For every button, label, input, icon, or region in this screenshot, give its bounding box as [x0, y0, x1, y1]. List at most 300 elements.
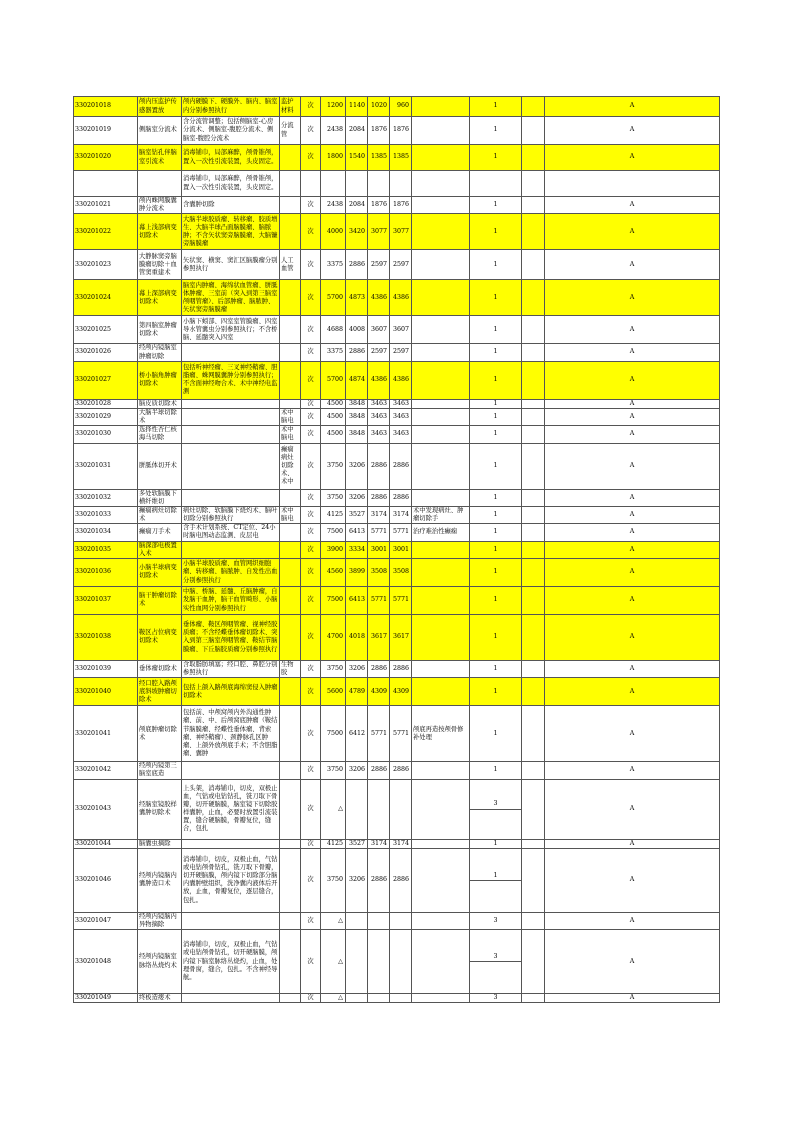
price-cell-2: 3848 [346, 408, 368, 425]
price-cell-1: 4560 [321, 558, 346, 586]
category-cell [470, 541, 522, 558]
blank-cell [522, 558, 545, 586]
category-value: 1 [493, 376, 498, 384]
category-value: 1 [493, 665, 498, 672]
category-cell [470, 994, 522, 1003]
code-cell: 330201039 [74, 660, 138, 677]
table-row [74, 524, 720, 541]
code-cell: 330201024 [74, 280, 138, 316]
note-cell [412, 171, 470, 197]
exclusion-cell [280, 489, 301, 506]
price-cell-3 [368, 994, 390, 1003]
item-name-cell: 脑室钻孔伴脑室引流术 [138, 145, 182, 171]
blank-cell [522, 994, 545, 1003]
blank-cell [522, 280, 545, 316]
code-cell: 330201020 [74, 145, 138, 171]
content-cell [182, 443, 280, 489]
price-cell-4: 3174 [390, 506, 412, 523]
code-cell: 330201033 [74, 506, 138, 523]
class-cell: A [545, 524, 720, 541]
item-name-cell: 颅内蛛网膜囊肿分流术 [138, 197, 182, 214]
price-cell-2: 6413 [346, 524, 368, 541]
table-row [74, 614, 720, 660]
price-cell-3: 4386 [368, 280, 390, 316]
category-cell [470, 426, 522, 443]
category-cell [470, 558, 522, 586]
table-row [74, 912, 720, 929]
category-value: 1 [493, 201, 498, 209]
price-cell-4: 3077 [390, 214, 412, 250]
class-cell: A [545, 762, 720, 779]
blank-cell [522, 678, 545, 706]
price-cell-3: 3174 [368, 506, 390, 523]
content-cell: 消毒铺巾，切皮，双极止血，气钻或电钻颅骨钻孔，铣刀取下骨瓣，切开硬脑膜，颅内镜下切除部分脑内囊肿壁组织，洗净囊内液体后开放，止血，骨瓣复位，逐层缝合，包扎。 [182, 848, 280, 912]
item-name-cell: 鞍区占位病变切除术 [138, 614, 182, 660]
price-cell-2: 1140 [346, 97, 368, 117]
fee-schedule-table [73, 96, 720, 1003]
category-cell [470, 930, 522, 994]
code-cell: 330201027 [74, 361, 138, 399]
category-sub-cell [470, 880, 521, 889]
item-name-cell: 大脑半球切除术 [138, 408, 182, 425]
note-cell [412, 426, 470, 443]
table-row [74, 443, 720, 489]
price-cell-3: 2886 [368, 660, 390, 677]
category-value: 1 [493, 412, 498, 420]
note-cell [412, 399, 470, 408]
code-cell: 330201018 [74, 97, 138, 117]
blank-cell [522, 848, 545, 912]
category-cell [470, 97, 522, 117]
exclusion-cell [280, 171, 301, 197]
category-cell [470, 762, 522, 779]
price-cell-1: 7500 [321, 524, 346, 541]
price-cell-2: 2886 [346, 344, 368, 361]
content-cell [182, 994, 280, 1003]
note-cell [412, 586, 470, 614]
content-cell: 消毒铺巾，切皮，双极止血，气钻或电钻颅骨钻孔，切开硬脑膜，颅内镜下脑室脉络丛烧灼，止血，处理骨窗，缝合，包扎。不含神经导航。 [182, 930, 280, 994]
table-row [74, 145, 720, 171]
unit-cell: 次 [301, 541, 321, 558]
price-cell-3: 1876 [368, 117, 390, 145]
table-row [74, 848, 720, 912]
exclusion-cell: 术中脑电 [280, 408, 301, 425]
exclusion-cell [280, 912, 301, 929]
code-cell: 330201046 [74, 848, 138, 912]
note-cell [412, 443, 470, 489]
table-row [74, 361, 720, 399]
category-cell [470, 524, 522, 541]
code-cell [74, 171, 138, 197]
class-cell: A [545, 558, 720, 586]
content-cell [182, 839, 280, 848]
unit-cell: 次 [301, 848, 321, 912]
price-cell-4: 4386 [390, 361, 412, 399]
price-cell-2 [346, 994, 368, 1003]
code-cell: 330201034 [74, 524, 138, 541]
item-name-cell: 大静脉窦旁脑膜瘤切除＋血管窦重建术 [138, 250, 182, 280]
table-row [74, 506, 720, 523]
content-cell: 包括上颌入路颅底海绵窦侵入肿瘤切除术 [182, 678, 280, 706]
content-cell: 包括前、中颅窝颅内外沟通性肿瘤、前、中、后颅窝底肿瘤（鞍结节脑膜瘤、经蝶性垂体瘤、背索瘤、神经鞘瘤）、颈静脉孔区肿瘤、上颌外放颅底手术；不含胆脂瘤、囊肿 [182, 706, 280, 762]
exclusion-cell [280, 994, 301, 1003]
exclusion-cell [280, 361, 301, 399]
item-name-cell: 胼胝体切开术 [138, 443, 182, 489]
category-sub-cell: 3 [493, 800, 498, 808]
price-cell-3: 5771 [368, 524, 390, 541]
table-row [74, 426, 720, 443]
exclusion-cell [280, 706, 301, 762]
exclusion-cell: 生物胶 [280, 660, 301, 677]
price-cell-1: 4500 [321, 399, 346, 408]
exclusion-cell [280, 280, 301, 316]
price-cell-2: 2084 [346, 197, 368, 214]
unit-cell: 次 [301, 443, 321, 489]
category-value: 1 [493, 348, 498, 356]
price-cell-1: 2438 [321, 197, 346, 214]
category-cell [470, 399, 522, 408]
price-cell-1: 4500 [321, 408, 346, 425]
price-cell-3: 3077 [368, 214, 390, 250]
content-cell: 颅内硬膜下、硬膜外、脑内、脑室内分别参照执行 [182, 97, 280, 117]
price-cell-4: 3463 [390, 399, 412, 408]
blank-cell [522, 660, 545, 677]
class-cell: A [545, 678, 720, 706]
note-cell [412, 316, 470, 344]
price-cell-1: 3750 [321, 660, 346, 677]
price-cell-3: 2597 [368, 250, 390, 280]
blank-cell [522, 361, 545, 399]
blank-cell [522, 117, 545, 145]
blank-cell [522, 197, 545, 214]
note-cell [412, 660, 470, 677]
note-cell [412, 117, 470, 145]
blank-cell [522, 779, 545, 839]
code-cell: 330201042 [74, 762, 138, 779]
item-name-cell: 幕上深部病变切除术 [138, 280, 182, 316]
class-cell: A [545, 443, 720, 489]
price-cell-3: 2886 [368, 848, 390, 912]
unit-cell: 次 [301, 779, 321, 839]
blank-cell [522, 250, 545, 280]
exclusion-cell: 术中脑电 [280, 506, 301, 523]
category-value: 1 [493, 126, 498, 134]
unit-cell: 次 [301, 762, 321, 779]
exclusion-cell [280, 145, 301, 171]
unit-cell: 次 [301, 506, 321, 523]
price-cell-3: 2597 [368, 344, 390, 361]
unit-cell: 次 [301, 706, 321, 762]
content-cell [182, 489, 280, 506]
price-cell-2: 6412 [346, 706, 368, 762]
exclusion-cell: 人工血管 [280, 250, 301, 280]
price-cell-1: 3375 [321, 344, 346, 361]
price-cell-1: 4700 [321, 614, 346, 660]
class-cell: A [545, 930, 720, 994]
table-row [74, 558, 720, 586]
table-row [74, 541, 720, 558]
table-row [74, 117, 720, 145]
category-value: 1 [493, 399, 498, 407]
note-cell [412, 408, 470, 425]
exclusion-cell: 分流管 [280, 117, 301, 145]
exclusion-cell [280, 839, 301, 848]
category-sub-cell: 3 [493, 952, 498, 960]
exclusion-cell [280, 678, 301, 706]
unit-cell: 次 [301, 524, 321, 541]
category-value: 1 [493, 687, 498, 695]
content-cell: 病灶切除、软脑膜下烧灼术、脑叶切除分别参照执行 [182, 506, 280, 523]
price-cell-2: 4008 [346, 316, 368, 344]
note-cell [412, 197, 470, 214]
price-cell-2: 3420 [346, 214, 368, 250]
price-cell-1: 4125 [321, 506, 346, 523]
category-cell [470, 408, 522, 425]
content-cell: 含分流管调整；包括侧脑室-心房分流术、侧脑室-腹腔分流术、侧脑室-腹腔分流术 [182, 117, 280, 145]
note-cell [412, 361, 470, 399]
code-cell: 330201037 [74, 586, 138, 614]
category-cell [470, 848, 522, 912]
category-value: 3 [493, 994, 498, 1002]
class-cell: A [545, 586, 720, 614]
class-cell: A [545, 489, 720, 506]
price-cell-3: 1020 [368, 97, 390, 117]
price-cell-1: △ [321, 779, 346, 839]
blank-cell [522, 762, 545, 779]
unit-cell: 次 [301, 586, 321, 614]
note-cell [412, 250, 470, 280]
unit-cell: 次 [301, 214, 321, 250]
exclusion-cell [280, 197, 301, 214]
content-cell: 含手术计划系统、CT定位、24小时脑电图动态监测、皮层电 [182, 524, 280, 541]
category-cell [470, 171, 522, 197]
code-cell: 330201029 [74, 408, 138, 425]
item-name-cell: 幕上浅部病变切除术 [138, 214, 182, 250]
exclusion-cell [280, 614, 301, 660]
price-cell-2: 6413 [346, 586, 368, 614]
class-cell: A [545, 912, 720, 929]
category-cell [470, 250, 522, 280]
note-cell [412, 541, 470, 558]
table-row [74, 250, 720, 280]
blank-cell [522, 839, 545, 848]
exclusion-cell [280, 541, 301, 558]
category-value: 1 [493, 839, 498, 847]
table-row [74, 489, 720, 506]
item-name-cell: 桥小脑角肿瘤切除术 [138, 361, 182, 399]
price-cell-4 [390, 171, 412, 197]
price-cell-2: 1540 [346, 145, 368, 171]
price-cell-3: 3463 [368, 408, 390, 425]
price-cell-2: 2886 [346, 250, 368, 280]
code-cell: 330201019 [74, 117, 138, 145]
item-name-cell: 癫痫刀手术 [138, 524, 182, 541]
exclusion-cell [280, 930, 301, 994]
unit-cell: 次 [301, 197, 321, 214]
price-cell-1: 5700 [321, 361, 346, 399]
exclusion-cell [280, 762, 301, 779]
note-cell [412, 994, 470, 1003]
content-cell: 矢状窦、横窦、窦汇区脑膜瘤分别参照执行 [182, 250, 280, 280]
price-cell-3 [368, 779, 390, 839]
category-value: 1 [493, 545, 498, 553]
category-value: 1 [493, 227, 498, 235]
unit-cell: 次 [301, 280, 321, 316]
table-row [74, 316, 720, 344]
price-cell-3: 2886 [368, 489, 390, 506]
category-cell [470, 344, 522, 361]
table-row [74, 214, 720, 250]
unit-cell: 次 [301, 558, 321, 586]
price-cell-3 [368, 912, 390, 929]
category-cell [470, 660, 522, 677]
class-cell: A [545, 214, 720, 250]
blank-cell [522, 399, 545, 408]
class-cell [545, 171, 720, 197]
price-cell-4: 3463 [390, 408, 412, 425]
price-cell-1: 4500 [321, 426, 346, 443]
note-cell: 术中发现病灶、肿瘤切除手 [412, 506, 470, 523]
price-cell-3: 3607 [368, 316, 390, 344]
code-cell: 330201041 [74, 706, 138, 762]
unit-cell: 次 [301, 97, 321, 117]
price-cell-2: 3206 [346, 848, 368, 912]
category-value: 1 [493, 325, 498, 333]
price-cell-2 [346, 912, 368, 929]
category-cell [470, 678, 522, 706]
price-cell-2: 4873 [346, 280, 368, 316]
class-cell: A [545, 250, 720, 280]
blank-cell [522, 171, 545, 197]
item-name-cell: 脑囊虫摘除 [138, 839, 182, 848]
unit-cell: 次 [301, 489, 321, 506]
price-cell-1 [321, 171, 346, 197]
price-cell-2: 3899 [346, 558, 368, 586]
category-cell [470, 214, 522, 250]
content-cell: 包括听神经瘤、三叉神经鞘瘤、胆脂瘤、蛛网膜囊肿分别参照执行；不含面神经吻合术、术中神经电监测 [182, 361, 280, 399]
exclusion-cell [280, 399, 301, 408]
category-value: 1 [493, 766, 498, 774]
blank-cell [522, 316, 545, 344]
code-cell: 330201047 [74, 912, 138, 929]
code-cell: 330201030 [74, 426, 138, 443]
note-cell [412, 848, 470, 912]
category-cell [470, 614, 522, 660]
unit-cell: 次 [301, 994, 321, 1003]
class-cell: A [545, 197, 720, 214]
unit-cell: 次 [301, 344, 321, 361]
price-cell-4: 3607 [390, 316, 412, 344]
content-cell: 中脑、桥脑、延髓、丘脑肿瘤，自发脑干血肿，脑干血管畸形、小脑实性血网分别参照执行 [182, 586, 280, 614]
category-cell [470, 197, 522, 214]
exclusion-cell: 术中脑电 [280, 426, 301, 443]
code-cell: 330201021 [74, 197, 138, 214]
category-value: 1 [493, 260, 498, 268]
code-cell: 330201026 [74, 344, 138, 361]
item-name-cell: 经颅内镜脑室脉络丛烧灼术 [138, 930, 182, 994]
class-cell: A [545, 344, 720, 361]
price-cell-4: 2886 [390, 660, 412, 677]
note-cell: 颅底再造按颅骨修补处理 [412, 706, 470, 762]
table-row [74, 839, 720, 848]
price-cell-1: 3750 [321, 848, 346, 912]
price-cell-4: 3508 [390, 558, 412, 586]
code-cell: 330201040 [74, 678, 138, 706]
category-value: 1 [493, 528, 498, 536]
item-name-cell: 脑皮质切除术 [138, 399, 182, 408]
price-cell-4 [390, 930, 412, 994]
item-name-cell: 颅底肿瘤切除术 [138, 706, 182, 762]
blank-cell [522, 930, 545, 994]
code-cell: 330201035 [74, 541, 138, 558]
price-cell-3: 2886 [368, 762, 390, 779]
item-name-cell: 经颅内镜脑室肿瘤切除 [138, 344, 182, 361]
unit-cell [301, 171, 321, 197]
price-cell-4: 2597 [390, 344, 412, 361]
note-cell [412, 614, 470, 660]
price-cell-4: 3001 [390, 541, 412, 558]
note-cell [412, 839, 470, 848]
table-row [74, 660, 720, 677]
item-name-cell: 颅内压监护传感器置放 [138, 97, 182, 117]
price-cell-4: 3617 [390, 614, 412, 660]
exclusion-cell [280, 848, 301, 912]
blank-cell [522, 489, 545, 506]
table-row [74, 678, 720, 706]
content-cell: 消毒铺巾，局部麻醉，颅骨锥颅，置入一次性引流装置，头皮固定。 [182, 145, 280, 171]
price-cell-4: 2886 [390, 489, 412, 506]
price-cell-4: 2886 [390, 443, 412, 489]
content-cell: 消毒铺巾，局部麻醉，颅骨锥颅，置入一次性引流装置，头皮固定。 [182, 171, 280, 197]
note-cell [412, 344, 470, 361]
blank-cell [522, 614, 545, 660]
price-cell-2: 4874 [346, 361, 368, 399]
category-cell [470, 443, 522, 489]
price-cell-4: 2886 [390, 762, 412, 779]
class-cell: A [545, 706, 720, 762]
price-cell-1: 5600 [321, 678, 346, 706]
price-cell-1: 4688 [321, 316, 346, 344]
price-cell-1: 4125 [321, 839, 346, 848]
unit-cell: 次 [301, 614, 321, 660]
table-row [74, 171, 720, 197]
content-cell [182, 426, 280, 443]
item-name-cell: 第四脑室肿瘤切除术 [138, 316, 182, 344]
content-cell: 垂体瘤、鞍区颅咽管瘤、视神经胶质瘤；不含经蝶垂体瘤切除术、突入到第三脑室颅咽管瘤、鞍结节脑膜瘤、下丘脑胶质瘤分别参照执行 [182, 614, 280, 660]
price-cell-3: 3463 [368, 426, 390, 443]
category-sub-cell [470, 809, 521, 818]
category-sub-cell [470, 961, 521, 970]
note-cell [412, 912, 470, 929]
code-cell: 330201048 [74, 930, 138, 994]
price-cell-1: 4000 [321, 214, 346, 250]
content-cell [182, 344, 280, 361]
note-cell [412, 762, 470, 779]
item-name-cell: 选择性杏仁核海马切除 [138, 426, 182, 443]
class-cell: A [545, 408, 720, 425]
price-cell-1: 3750 [321, 489, 346, 506]
code-cell: 330201022 [74, 214, 138, 250]
price-cell-3: 5771 [368, 706, 390, 762]
price-cell-4: 4386 [390, 280, 412, 316]
content-cell [182, 912, 280, 929]
exclusion-cell: 监护材料 [280, 97, 301, 117]
category-cell [470, 779, 522, 839]
class-cell: A [545, 541, 720, 558]
price-cell-2: 3527 [346, 506, 368, 523]
category-value: 1 [493, 729, 498, 737]
category-value: 1 [493, 153, 498, 161]
